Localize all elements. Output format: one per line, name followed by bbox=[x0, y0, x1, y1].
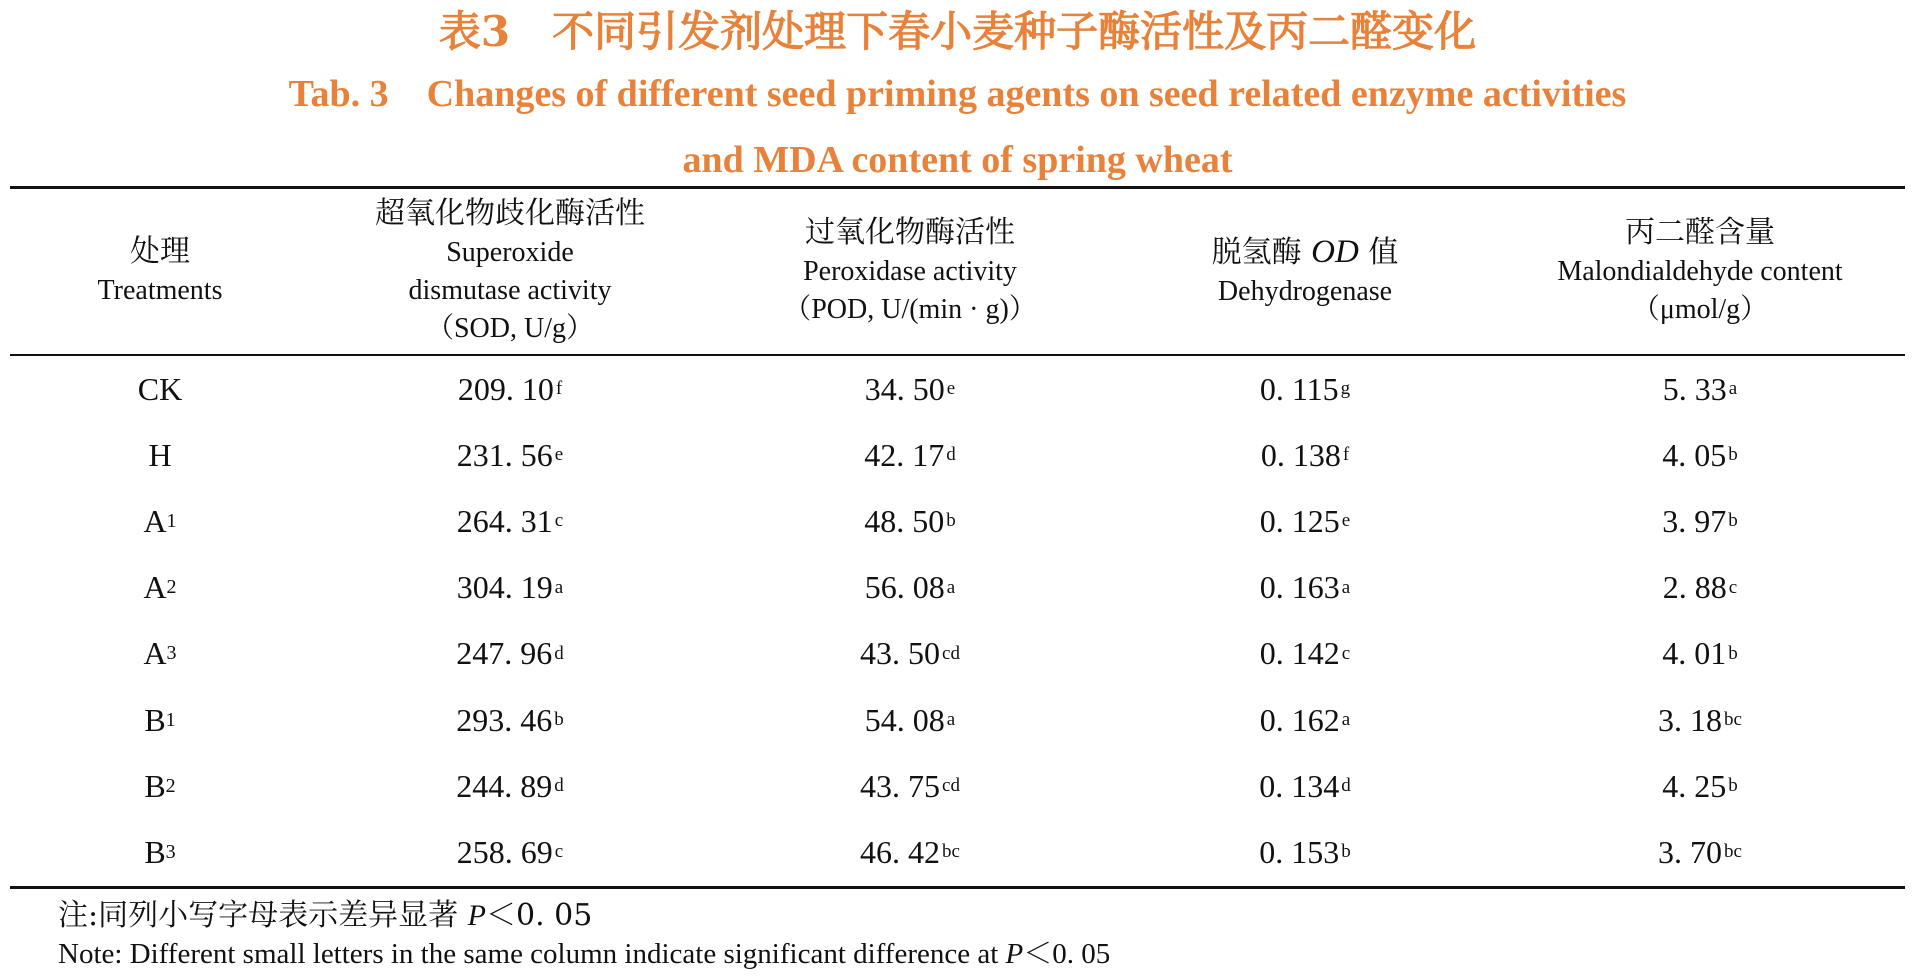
cell-pod-value: 43. 50 bbox=[860, 635, 941, 672]
cell-pod-value: 42. 17 bbox=[864, 436, 945, 473]
note-en-p: P bbox=[1005, 938, 1024, 970]
header-dehydrogenase bbox=[1110, 190, 1500, 352]
cell-mda-value: 3. 18 bbox=[1658, 701, 1723, 738]
significance-letter: cd bbox=[942, 775, 960, 797]
significance-letter: a bbox=[946, 709, 956, 730]
cell-sod-value: 293. 46 bbox=[456, 701, 553, 738]
cell-pod bbox=[720, 488, 1100, 554]
cell-sod-value: 244. 89 bbox=[456, 767, 553, 804]
cell-dehydrogenase bbox=[1110, 488, 1500, 554]
cell-treatment bbox=[40, 356, 280, 422]
significance-letter: bc bbox=[942, 841, 960, 863]
cell-mda bbox=[1500, 488, 1900, 554]
significance-letter: cd bbox=[942, 642, 960, 664]
table-row bbox=[0, 356, 1915, 422]
cell-pod-value: 48. 50 bbox=[864, 502, 945, 539]
significance-letter: e bbox=[554, 444, 564, 466]
cell-dehydrogenase-value: 0. 162 bbox=[1259, 701, 1340, 738]
cell-treatment-value: A bbox=[143, 502, 167, 539]
significance-letter: b bbox=[1728, 510, 1738, 532]
significance-letter: a bbox=[554, 576, 564, 598]
note-cn-p: P bbox=[467, 899, 486, 932]
cell-sod-value: 264. 31 bbox=[456, 502, 553, 539]
note-chinese bbox=[58, 896, 592, 936]
significance-letter: b bbox=[946, 510, 956, 532]
cell-sod bbox=[300, 488, 720, 554]
table-title-chinese: 表3 不同引发剂处理下春小麦种子酶活性及丙二醛变化 bbox=[438, 7, 1477, 56]
header-pod-unit: （POD, U/(min · g)） bbox=[783, 294, 1037, 325]
cell-pod-value: 54. 08 bbox=[864, 701, 945, 738]
significance-letter: a bbox=[1728, 378, 1738, 399]
cell-mda bbox=[1500, 356, 1900, 422]
header-sod-cn: 超氧化物歧化酶活性 bbox=[375, 196, 645, 231]
cell-pod bbox=[720, 621, 1100, 687]
header-dh-cn-post: 值 bbox=[1368, 234, 1399, 270]
header-sod bbox=[300, 190, 720, 352]
cell-sod bbox=[300, 753, 720, 819]
header-pod-en: Peroxidase activity bbox=[803, 256, 1017, 287]
cell-dehydrogenase-value: 0. 153 bbox=[1259, 833, 1340, 870]
cell-dehydrogenase-value: 0. 142 bbox=[1259, 635, 1340, 672]
cell-sod bbox=[300, 819, 720, 885]
table-row bbox=[0, 687, 1915, 753]
cell-mda bbox=[1500, 621, 1900, 687]
cell-treatment bbox=[40, 621, 280, 687]
cell-mda bbox=[1500, 687, 1900, 753]
note-cn-text: 注:同列小写字母表示差异显著 bbox=[58, 898, 468, 933]
cell-dehydrogenase-value: 0. 125 bbox=[1259, 502, 1340, 539]
cell-mda-value: 3. 70 bbox=[1658, 833, 1723, 870]
cell-sod-value: 258. 69 bbox=[456, 833, 553, 870]
header-dehydrogenase-cn bbox=[1212, 232, 1399, 273]
treatment-subscript: 3 bbox=[166, 642, 177, 665]
cell-pod bbox=[720, 555, 1100, 621]
significance-letter: bc bbox=[1724, 709, 1742, 730]
note-cn-threshold: ＜0. 05 bbox=[485, 898, 593, 933]
header-dh-cn-pre: 脱氢酶 bbox=[1211, 234, 1302, 270]
significance-letter: f bbox=[555, 378, 563, 399]
cell-pod-value: 43. 75 bbox=[860, 767, 941, 804]
header-mda-unit: （μmol/g） bbox=[1631, 294, 1769, 325]
significance-letter: f bbox=[1342, 444, 1350, 466]
significance-letter: a bbox=[946, 576, 956, 598]
cell-treatment bbox=[40, 753, 280, 819]
table-title-english-line1: Tab. 3 Changes of different seed priming agents on seed related enzyme activities bbox=[288, 73, 1627, 115]
significance-letter: b bbox=[1341, 841, 1351, 863]
table-row bbox=[0, 422, 1915, 488]
cell-sod bbox=[300, 687, 720, 753]
table-top-rule bbox=[10, 186, 1905, 189]
cell-dehydrogenase bbox=[1110, 422, 1500, 488]
cell-sod bbox=[300, 555, 720, 621]
header-treatments bbox=[40, 190, 280, 352]
cell-mda-value: 3. 97 bbox=[1662, 502, 1727, 539]
treatment-subscript: 1 bbox=[166, 509, 177, 532]
significance-letter: e bbox=[1341, 510, 1351, 532]
cell-treatment bbox=[40, 488, 280, 554]
header-pod bbox=[720, 190, 1100, 352]
cell-sod bbox=[300, 422, 720, 488]
cell-mda-value: 4. 05 bbox=[1662, 436, 1727, 473]
header-dehydrogenase-en: Dehydrogenase bbox=[1217, 275, 1393, 307]
note-english bbox=[58, 934, 1110, 974]
header-mda-en: Malondialdehyde content bbox=[1557, 256, 1843, 287]
cell-sod-value: 304. 19 bbox=[456, 569, 553, 606]
header-dh-od: OD bbox=[1311, 233, 1359, 270]
cell-treatment-value: A bbox=[143, 635, 167, 672]
significance-letter: c bbox=[1728, 576, 1738, 598]
cell-mda-value: 2. 88 bbox=[1662, 569, 1727, 606]
header-pod-cn: 过氧化物酶活性 bbox=[805, 215, 1015, 250]
treatment-subscript: 1 bbox=[165, 708, 176, 731]
cell-pod bbox=[720, 422, 1100, 488]
table-bottom-rule bbox=[10, 886, 1905, 889]
cell-treatment bbox=[40, 687, 280, 753]
significance-letter: c bbox=[554, 841, 564, 863]
cell-dehydrogenase-value: 0. 134 bbox=[1259, 767, 1340, 804]
significance-letter: a bbox=[1341, 709, 1351, 730]
header-sod-en2: dismutase activity bbox=[408, 275, 612, 306]
cell-treatment bbox=[40, 819, 280, 885]
significance-letter: c bbox=[554, 510, 564, 532]
significance-letter: c bbox=[1341, 642, 1351, 664]
significance-letter: bc bbox=[1724, 841, 1742, 863]
header-sod-en1: Superoxide bbox=[446, 237, 574, 268]
cell-sod bbox=[300, 621, 720, 687]
significance-letter: a bbox=[1341, 576, 1351, 598]
cell-treatment-value: H bbox=[148, 436, 172, 473]
header-sod-unit: （SOD, U/g） bbox=[425, 313, 594, 344]
cell-treatment-value: B bbox=[144, 833, 166, 870]
cell-dehydrogenase-value: 0. 163 bbox=[1259, 569, 1340, 606]
cell-dehydrogenase-value: 0. 138 bbox=[1260, 436, 1341, 473]
cell-mda-value: 5. 33 bbox=[1662, 370, 1727, 407]
cell-sod bbox=[300, 356, 720, 422]
cell-dehydrogenase bbox=[1110, 753, 1500, 819]
significance-letter: d bbox=[1341, 775, 1351, 797]
cell-pod bbox=[720, 687, 1100, 753]
cell-sod-value: 247. 96 bbox=[456, 635, 553, 672]
cell-mda bbox=[1500, 753, 1900, 819]
cell-dehydrogenase bbox=[1110, 819, 1500, 885]
header-mda bbox=[1500, 190, 1900, 352]
cell-mda bbox=[1500, 422, 1900, 488]
cell-treatment bbox=[40, 422, 280, 488]
cell-mda bbox=[1500, 555, 1900, 621]
treatment-subscript: 2 bbox=[166, 576, 177, 599]
cell-dehydrogenase bbox=[1110, 621, 1500, 687]
cell-pod-value: 46. 42 bbox=[860, 833, 941, 870]
significance-letter: d bbox=[946, 444, 956, 466]
significance-letter: e bbox=[946, 378, 956, 399]
cell-mda-value: 4. 25 bbox=[1662, 767, 1727, 804]
cell-pod bbox=[720, 356, 1100, 422]
significance-letter: d bbox=[554, 642, 564, 664]
significance-letter: b bbox=[554, 709, 564, 730]
note-en-text: Note: Different small letters in the same column indicate significant difference at bbox=[58, 938, 1006, 970]
cell-treatment bbox=[40, 555, 280, 621]
significance-letter: b bbox=[1728, 642, 1738, 664]
table-row bbox=[0, 488, 1915, 554]
significance-letter: b bbox=[1728, 775, 1738, 797]
cell-dehydrogenase bbox=[1110, 555, 1500, 621]
cell-mda-value: 4. 01 bbox=[1662, 635, 1727, 672]
table-row bbox=[0, 555, 1915, 621]
cell-treatment-value: CK bbox=[137, 370, 183, 407]
cell-pod-value: 56. 08 bbox=[864, 569, 945, 606]
cell-pod bbox=[720, 753, 1100, 819]
note-en-threshold: ＜0. 05 bbox=[1023, 938, 1111, 970]
cell-pod bbox=[720, 819, 1100, 885]
table-row bbox=[0, 621, 1915, 687]
cell-dehydrogenase bbox=[1110, 687, 1500, 753]
cell-sod-value: 209. 10 bbox=[457, 370, 554, 407]
header-treatments-cn: 处理 bbox=[130, 234, 190, 269]
cell-mda bbox=[1500, 819, 1900, 885]
table-row bbox=[0, 819, 1915, 885]
cell-treatment-value: B bbox=[144, 767, 166, 804]
cell-treatment-value: B bbox=[144, 701, 166, 738]
significance-letter: g bbox=[1340, 378, 1351, 399]
header-treatments-en: Treatments bbox=[97, 275, 223, 306]
treatment-subscript: 2 bbox=[165, 774, 176, 797]
header-mda-cn: 丙二醛含量 bbox=[1625, 215, 1775, 250]
cell-dehydrogenase-value: 0. 115 bbox=[1259, 370, 1339, 407]
table-title-english-line2: and MDA content of spring wheat bbox=[682, 139, 1233, 181]
significance-letter: d bbox=[554, 775, 564, 797]
cell-sod-value: 231. 56 bbox=[456, 436, 553, 473]
cell-pod-value: 34. 50 bbox=[864, 370, 945, 407]
table-row bbox=[0, 753, 1915, 819]
cell-dehydrogenase bbox=[1110, 356, 1500, 422]
treatment-subscript: 3 bbox=[165, 840, 176, 863]
cell-treatment-value: A bbox=[143, 569, 167, 606]
significance-letter: b bbox=[1728, 444, 1738, 466]
